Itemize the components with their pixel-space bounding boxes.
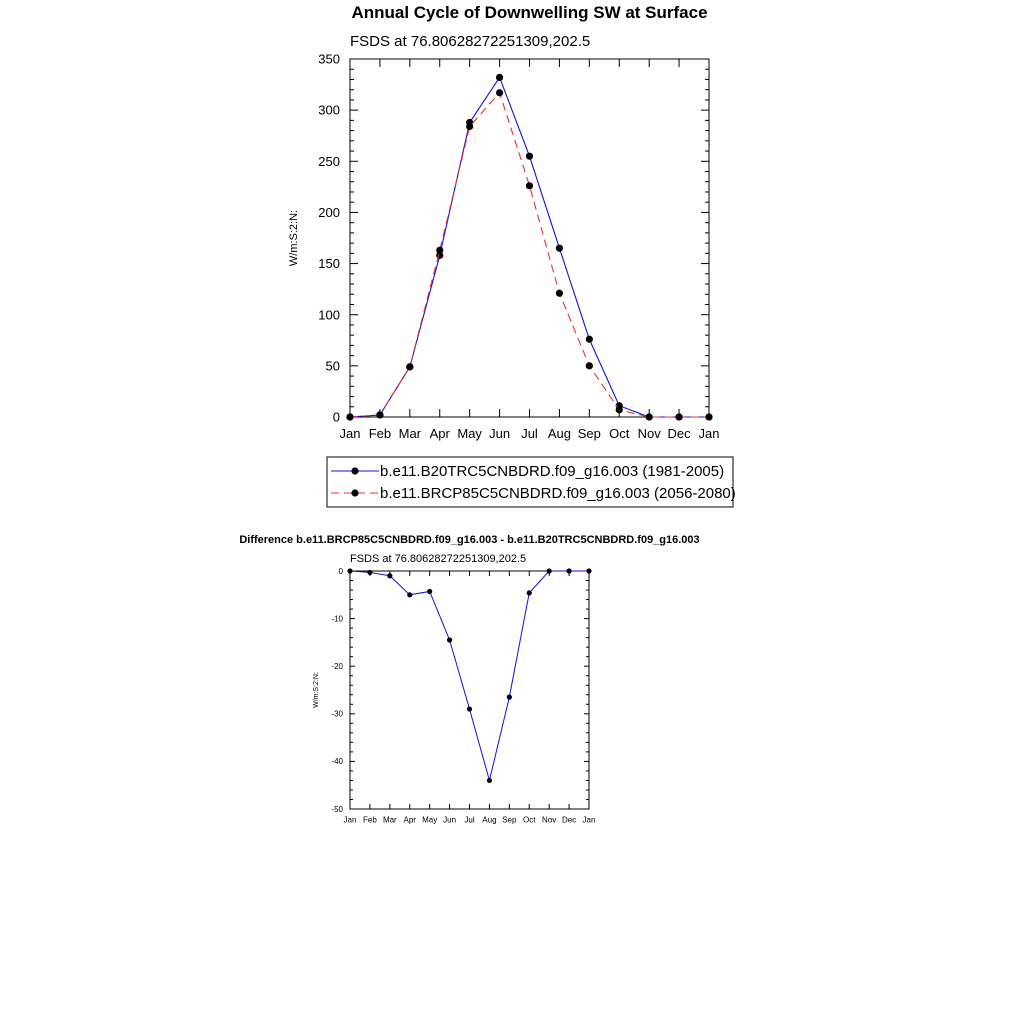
data-point	[586, 568, 591, 573]
y-tick-label: 0	[338, 566, 343, 576]
x-tick-label: Sep	[502, 815, 517, 825]
chart-title: Difference b.e11.BRCP85C5CNBDRD.f09_g16.003 - b.e11.B20TRC5CNBDRD.f09_g16.003	[239, 534, 700, 546]
data-point	[566, 568, 571, 573]
data-point	[346, 413, 353, 420]
data-point	[547, 568, 552, 573]
data-point	[466, 123, 473, 130]
data-point	[496, 74, 503, 81]
chart-title: Annual Cycle of Downwelling SW at Surface	[351, 3, 708, 22]
x-tick-label: Jul	[464, 815, 475, 825]
x-tick-label: Dec	[561, 815, 577, 825]
y-axis-label: W/m:S:2:N:	[288, 209, 300, 267]
x-tick-label: May	[457, 426, 482, 442]
y-tick-label: -40	[331, 757, 343, 767]
chart-subtitle: FSDS at 76.80628272251309,202.5	[350, 553, 527, 565]
y-tick-label: 300	[318, 102, 340, 118]
x-tick-label: Jan	[698, 426, 720, 442]
data-point	[616, 406, 623, 413]
x-tick-label: Jun	[443, 815, 457, 825]
data-point	[487, 778, 492, 783]
data-point	[367, 570, 372, 575]
x-tick-label: Jun	[489, 426, 511, 442]
data-point	[376, 411, 383, 418]
x-tick-label: Oct	[523, 815, 536, 825]
y-tick-label: 0	[332, 409, 340, 425]
legend-marker	[351, 489, 358, 496]
x-tick-label: Jan	[339, 426, 361, 442]
x-tick-label: Mar	[382, 815, 397, 825]
y-tick-label: -10	[331, 614, 343, 624]
legend-label-1: b.e11.B20TRC5CNBDRD.f09_g16.003 (1981-2005)	[380, 463, 725, 480]
chart-subtitle: FSDS at 76.80628272251309,202.5	[350, 33, 591, 50]
x-tick-label: Aug	[547, 426, 571, 442]
series-line-1	[350, 571, 589, 780]
data-point	[586, 362, 593, 369]
data-point	[526, 153, 533, 160]
data-point	[556, 245, 563, 252]
data-point	[496, 89, 503, 96]
data-point	[675, 413, 682, 420]
data-point	[406, 363, 413, 370]
x-tick-label: Nov	[542, 815, 557, 825]
x-tick-label: Apr	[429, 426, 450, 442]
data-point	[347, 568, 352, 573]
y-axis-label: W/m:S:2:N:	[313, 672, 320, 708]
plot-frame	[350, 571, 589, 809]
y-tick-label: 100	[318, 307, 340, 323]
data-point	[646, 413, 653, 420]
x-tick-label: Jul	[521, 426, 538, 442]
y-tick-label: 350	[318, 51, 340, 67]
data-point	[526, 182, 533, 189]
y-tick-label: 150	[318, 256, 340, 272]
x-tick-label: Feb	[363, 815, 377, 825]
x-tick-label: May	[422, 815, 438, 825]
x-tick-label: Dec	[667, 426, 691, 442]
data-point	[447, 637, 452, 642]
y-tick-label: -50	[331, 804, 343, 814]
data-point	[586, 336, 593, 343]
data-point	[387, 573, 392, 578]
plot-frame	[350, 59, 709, 417]
y-tick-label: 50	[325, 358, 340, 374]
x-tick-label: Oct	[609, 426, 630, 442]
x-tick-label: Mar	[398, 426, 422, 442]
legend-label-2: b.e11.BRCP85C5CNBDRD.f09_g16.003 (2056-2080)	[380, 485, 736, 502]
data-point	[556, 290, 563, 297]
x-tick-label: Nov	[637, 426, 661, 442]
data-point	[427, 589, 432, 594]
data-point	[467, 706, 472, 711]
series-line-2	[350, 93, 709, 417]
x-tick-label: Sep	[577, 426, 601, 442]
y-tick-label: 250	[318, 153, 340, 169]
x-tick-label: Feb	[368, 426, 392, 442]
data-point	[507, 695, 512, 700]
legend-marker	[351, 467, 358, 474]
x-tick-label: Jan	[343, 815, 357, 825]
y-tick-label: 200	[318, 204, 340, 220]
data-point	[436, 247, 443, 254]
data-point	[705, 413, 712, 420]
series-line-1	[350, 77, 709, 417]
y-tick-label: -30	[331, 709, 343, 719]
x-tick-label: Jan	[582, 815, 596, 825]
y-tick-label: -20	[331, 662, 343, 671]
data-point	[407, 592, 412, 597]
x-tick-label: Apr	[403, 815, 416, 825]
x-tick-label: Aug	[482, 815, 497, 825]
data-point	[527, 590, 532, 595]
